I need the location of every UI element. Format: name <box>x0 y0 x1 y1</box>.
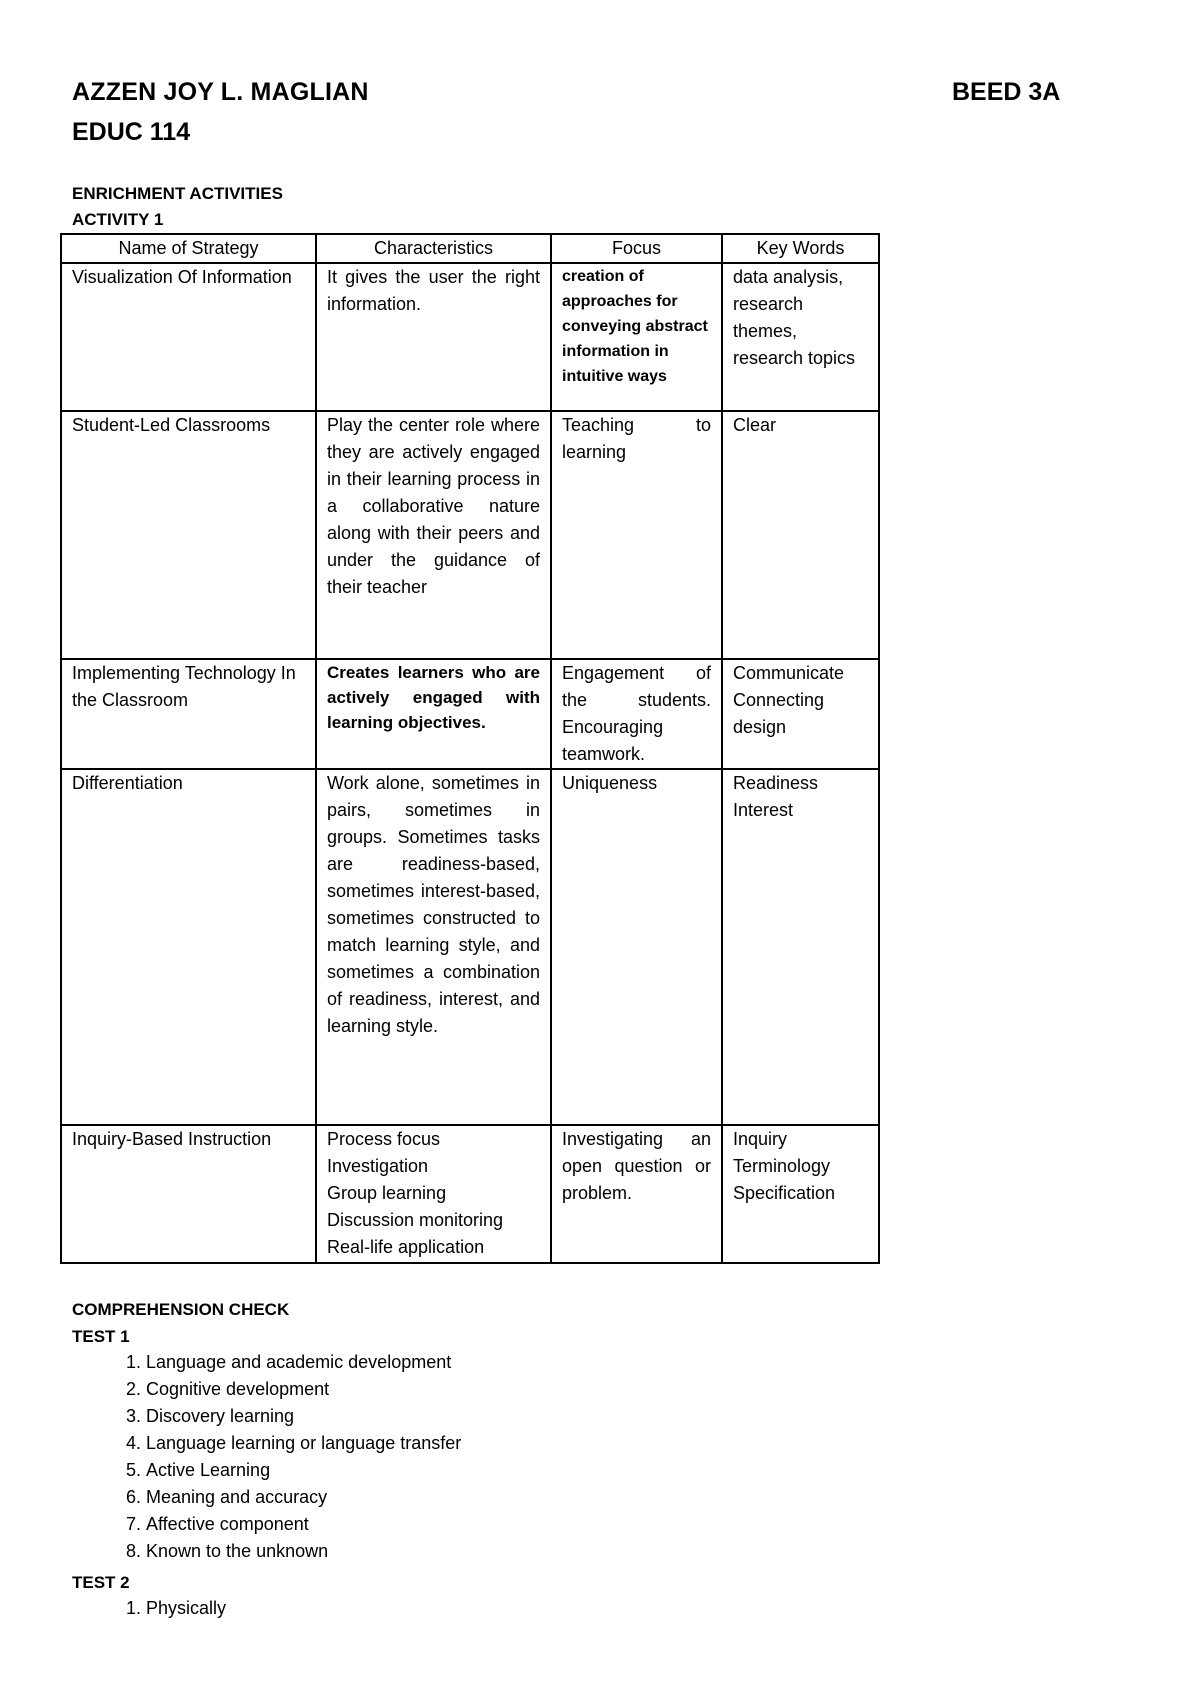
strategy-name: Visualization Of Information <box>61 263 316 411</box>
table-row <box>61 263 879 411</box>
characteristic-item: Real-life application <box>327 1237 485 1257</box>
column-header-characteristics: Characteristics <box>316 234 551 263</box>
list-item: 5. Active Learning <box>146 1457 461 1484</box>
keyword: research themes, <box>733 294 804 341</box>
strategy-keywords <box>722 263 879 411</box>
strategy-name: Student-Led Classrooms <box>61 411 316 659</box>
list-item: 4. Language learning or language transfer <box>146 1430 461 1457</box>
characteristic-item: Investigation <box>327 1156 429 1176</box>
table-header-row <box>61 234 879 263</box>
keyword: Readiness <box>733 773 819 793</box>
strategy-focus: Engagement of the students. Encouraging teamwork. <box>551 659 722 769</box>
strategy-name: Implementing Technology In the Classroom <box>61 659 316 769</box>
keyword: research topics <box>733 348 856 368</box>
strategy-focus: Uniqueness <box>551 769 722 1125</box>
characteristic-item: Process focus <box>327 1129 441 1149</box>
keyword: Clear <box>733 415 777 435</box>
list-item: 2. Cognitive development <box>146 1376 461 1403</box>
list-item: 6. Meaning and accuracy <box>146 1484 461 1511</box>
activity-label: ACTIVITY 1 <box>72 210 164 229</box>
column-header-focus: Focus <box>551 234 722 263</box>
table-row <box>61 1125 879 1263</box>
strategy-keywords <box>722 411 879 659</box>
keyword: Inquiry <box>733 1129 788 1149</box>
strategy-characteristics: Work alone, sometimes in pairs, sometimes in groups. Sometimes tasks are readiness-based, sometimes interest-based, sometimes constructed to match learning style, and sometimes a combination of readiness, interest, and learning style. <box>316 769 551 1125</box>
test1-answer-list <box>100 1349 461 1565</box>
keyword: design <box>733 717 787 737</box>
keyword: data analysis, <box>733 267 844 287</box>
table-row <box>61 769 879 1125</box>
strategy-keywords <box>722 1125 879 1263</box>
column-header-name: Name of Strategy <box>61 234 316 263</box>
test2-answer-list <box>100 1595 226 1622</box>
test1-label: TEST 1 <box>72 1327 130 1346</box>
strategy-focus: Teaching to learning <box>551 411 722 659</box>
strategy-keywords <box>722 769 879 1125</box>
list-item: 3. Discovery learning <box>146 1403 461 1430</box>
list-item: 1. Physically <box>146 1595 226 1622</box>
strategy-characteristics: It gives the user the right information. <box>316 263 551 411</box>
strategy-name: Inquiry-Based Instruction <box>61 1125 316 1263</box>
keyword: Terminology <box>733 1156 831 1176</box>
list-item: 8. Known to the unknown <box>146 1538 461 1565</box>
list-item: 7. Affective component <box>146 1511 461 1538</box>
strategy-focus: Investigating an open question or problem. <box>551 1125 722 1263</box>
strategy-focus: creation of approaches for conveying abstract information in intuitive ways <box>551 263 722 411</box>
course-code: EDUC 114 <box>72 118 191 146</box>
comprehension-heading: COMPREHENSION CHECK <box>72 1300 290 1319</box>
strategy-characteristics: Play the center role where they are actively engaged in their learning process in a collaborative nature along with their peers and under the guidance of their teacher <box>316 411 551 659</box>
keyword: Communicate <box>733 663 845 683</box>
characteristic-item: Group learning <box>327 1183 447 1203</box>
table-row <box>61 411 879 659</box>
table-row <box>61 659 879 769</box>
class-section: BEED 3A <box>952 78 1061 106</box>
strategy-characteristics <box>316 1125 551 1263</box>
keyword: Interest <box>733 800 794 820</box>
strategy-keywords <box>722 659 879 769</box>
enrichment-heading: ENRICHMENT ACTIVITIES <box>72 184 283 203</box>
keyword: Connecting <box>733 690 825 710</box>
student-name: AZZEN JOY L. MAGLIAN <box>72 78 369 106</box>
list-item: 1. Language and academic development <box>146 1349 461 1376</box>
characteristic-item: Discussion monitoring <box>327 1210 504 1230</box>
strategy-characteristics: Creates learners who are actively engaged with learning objectives. <box>316 659 551 769</box>
keyword: Specification <box>733 1183 836 1203</box>
test2-label: TEST 2 <box>72 1573 130 1592</box>
strategy-name: Differentiation <box>61 769 316 1125</box>
column-header-keywords: Key Words <box>722 234 879 263</box>
strategies-table <box>60 233 880 1264</box>
